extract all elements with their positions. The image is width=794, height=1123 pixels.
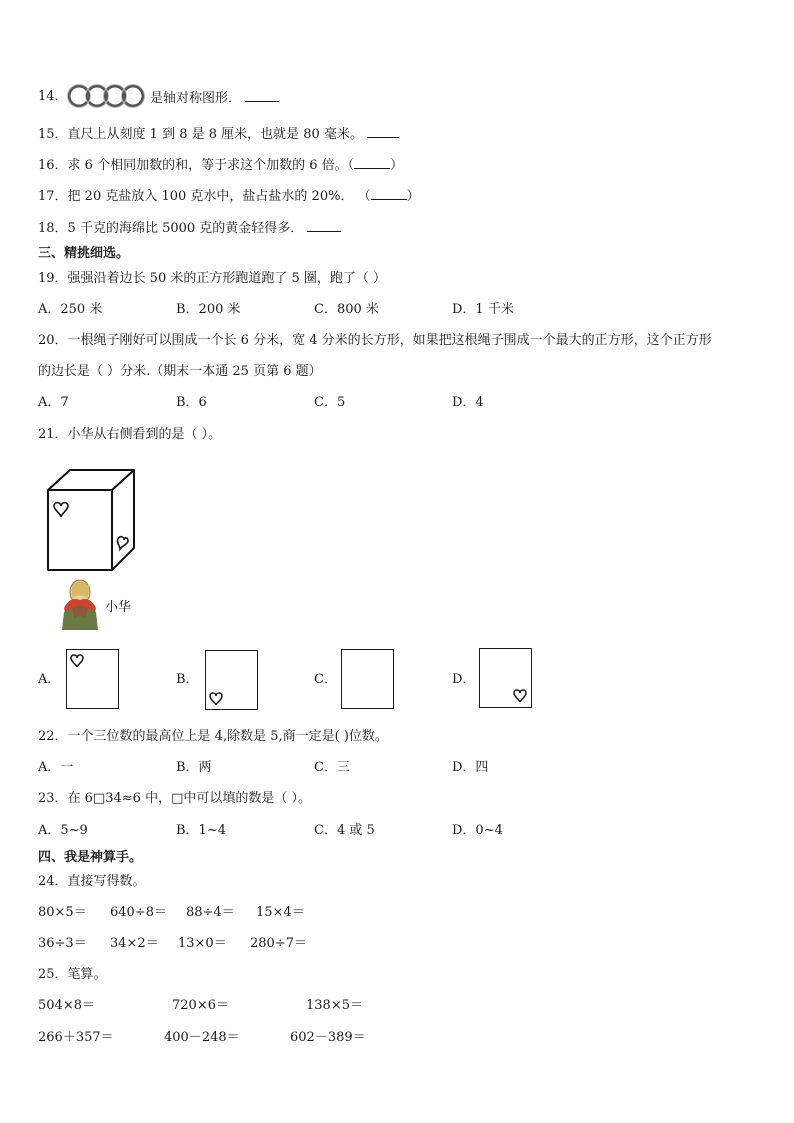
answer-blank-14[interactable] [245, 89, 279, 102]
calc-item[interactable]: 15×4＝ [256, 905, 305, 920]
heart-icon [117, 537, 128, 549]
question-17 [38, 187, 420, 205]
calc-item[interactable]: 504×8＝ [38, 998, 95, 1013]
q21-option-d[interactable]: D． [452, 672, 476, 687]
q20-option-a[interactable]: A．7 [38, 395, 69, 410]
four-rings-figure [66, 83, 148, 109]
question-17-close: ） [406, 189, 420, 204]
question-17-label: 17．把 20 克盐放入 100 克水中，盐占盐水的 20%． （ [38, 189, 371, 204]
q19-option-a[interactable]: A．250 米 [38, 302, 103, 317]
section-3-title: 三、精挑细选。 [38, 246, 130, 261]
q20-option-b[interactable]: B．6 [176, 395, 207, 410]
calc-item[interactable]: 13×0＝ [178, 936, 227, 951]
q20-option-c[interactable]: C．5 [314, 395, 346, 410]
question-21: 21．小华从右侧看到的是（ ）。 [38, 427, 222, 442]
q23-option-c[interactable]: C．4 或 5 [314, 823, 375, 838]
question-18 [38, 219, 341, 237]
question-15 [38, 125, 399, 143]
q20-option-d[interactable]: D．4 [452, 395, 484, 410]
q22-option-b[interactable]: B．两 [176, 760, 212, 775]
question-20-line1: 20．一根绳子刚好可以围成一个长 6 分米，宽 4 分米的长方形，如果把这根绳子围成一个最大的正方形，这个正方形 [38, 333, 712, 348]
calc-item[interactable]: 400－248＝ [164, 1030, 240, 1045]
question-18-label: 18．5 千克的海绵比 5000 克的黄金轻得多． [38, 221, 304, 236]
q22-option-a[interactable]: A．一 [38, 760, 74, 775]
calc-item[interactable]: 640÷8＝ [110, 905, 167, 920]
question-16-close: ） [390, 158, 404, 173]
question-24: 24．直接写得数。 [38, 874, 146, 889]
question-25: 25．笔算。 [38, 967, 107, 982]
heart-icon [69, 653, 85, 669]
q23-option-b[interactable]: B．1~4 [176, 823, 226, 838]
q19-option-b[interactable]: B．200 米 [176, 302, 241, 317]
q21-option-b[interactable]: B． [176, 672, 199, 687]
question-20-line2: 的边长是（ ）分米.（期末一本通 25 页第 6 题） [38, 364, 322, 379]
heart-icon [208, 691, 224, 707]
question-19: 19．强强沿着边长 50 米的正方形跑道跑了 5 圈，跑了（ ） [38, 271, 387, 286]
calc-item[interactable]: 88÷4＝ [186, 905, 235, 920]
answer-blank-17[interactable] [371, 187, 407, 200]
question-15-label: 15．直尺上从刻度 1 到 8 是 8 厘米，也就是 80 毫米。 [38, 127, 363, 142]
calc-item[interactable]: 80×5＝ [38, 905, 87, 920]
calc-item[interactable]: 266＋357＝ [38, 1030, 114, 1045]
q23-option-a[interactable]: A．5~9 [38, 823, 88, 838]
q19-option-d[interactable]: D．1 千米 [452, 302, 514, 317]
question-14-label: 是轴对称图形． [150, 91, 242, 106]
q21-choice-a-box[interactable] [66, 649, 119, 709]
q21-option-c[interactable]: C． [314, 672, 337, 687]
calc-item[interactable]: 36÷3＝ [38, 936, 87, 951]
q22-option-d[interactable]: D．四 [452, 760, 489, 775]
calc-item[interactable]: 138×5＝ [306, 998, 363, 1013]
xiaohua-figure [58, 578, 104, 630]
heart-icon [54, 503, 68, 517]
xiaohua-label: 小华 [105, 600, 132, 615]
heart-icon [512, 688, 528, 704]
q21-choice-c-box[interactable] [341, 649, 394, 709]
question-14-number: 14． [38, 89, 68, 104]
answer-blank-18[interactable] [307, 219, 341, 232]
calc-item[interactable]: 720×6＝ [172, 998, 229, 1013]
q21-choice-b-box[interactable] [205, 650, 258, 710]
question-23: 23．在 6□34≈6 中，□中可以填的数是（ ）。 [38, 791, 311, 806]
cube-figure [46, 468, 138, 574]
calc-item[interactable]: 280÷7＝ [250, 936, 307, 951]
q21-choice-d-box[interactable] [479, 648, 532, 708]
answer-blank-15[interactable] [367, 125, 399, 138]
section-4-title: 四、我是神算手。 [38, 850, 143, 865]
question-16 [38, 156, 403, 174]
question-14 [38, 89, 68, 105]
calc-item[interactable]: 34×2＝ [110, 936, 159, 951]
answer-blank-16[interactable] [354, 156, 390, 169]
question-16-label: 16．求 6 个相同加数的和，等于求这个加数的 6 倍。（ [38, 158, 355, 173]
q21-option-a[interactable]: A． [38, 672, 61, 687]
question-14-text [150, 89, 279, 107]
q22-option-c[interactable]: C．三 [314, 760, 350, 775]
q23-option-d[interactable]: D．0~4 [452, 823, 503, 838]
question-22: 22．一个三位数的最高位上是 4,除数是 5,商一定是( )位数。 [38, 729, 388, 744]
calc-item[interactable]: 602－389＝ [290, 1030, 366, 1045]
q19-option-c[interactable]: C．800 米 [314, 302, 379, 317]
